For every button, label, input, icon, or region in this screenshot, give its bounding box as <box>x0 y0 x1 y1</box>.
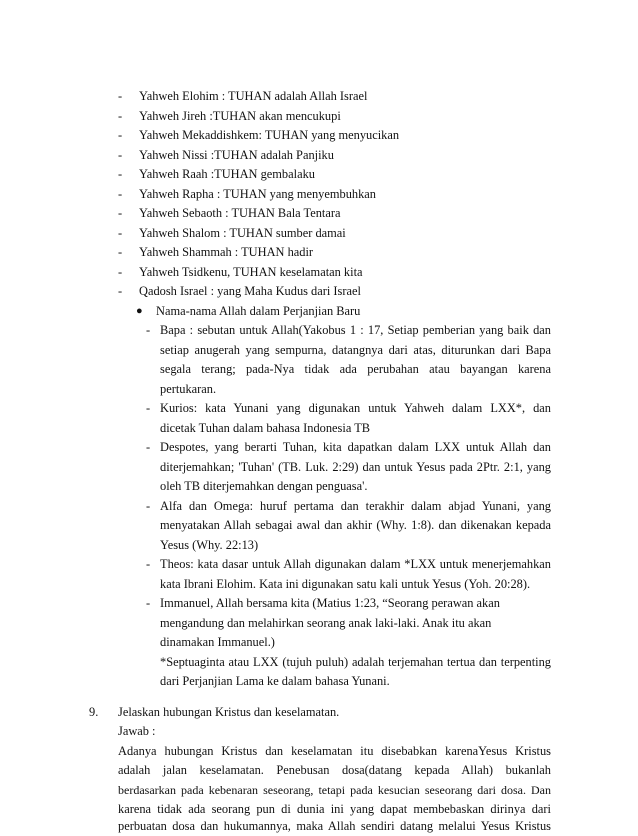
list-dash: - <box>118 226 123 240</box>
nt-item-line: mengandung dan melahirkan seorang anak laki-laki. Anak itu akan <box>160 616 492 630</box>
list-dash: - <box>146 596 151 610</box>
list-dash: - <box>118 245 123 259</box>
nt-item-line: dinamakan Immanuel.) <box>160 635 275 649</box>
nt-item-line: setiap anugerah yang sempurna, datangnya dari atas, diturunkan dari Bapa <box>160 343 551 357</box>
list-dash: - <box>118 206 123 220</box>
list-item: Yahweh Nissi :TUHAN adalah Panjiku <box>139 148 334 162</box>
nt-item-line: Yesus (Why. 22:13) <box>160 538 259 552</box>
list-item: Yahweh Jireh :TUHAN akan mencukupi <box>139 109 341 123</box>
list-item: Yahweh Shalom : TUHAN sumber damai <box>139 226 346 240</box>
list-item: Yahweh Raah :TUHAN gembalaku <box>139 167 315 181</box>
list-dash: - <box>118 284 123 298</box>
list-item: Qadosh Israel : yang Maha Kudus dari Israel <box>139 284 361 298</box>
nt-item-line: Immanuel, Allah bersama kita (Matius 1:23, “Seorang perawan akan <box>160 596 500 610</box>
list-dash: - <box>118 265 123 279</box>
answer-line: berdasarkan pada kebenaran seseorang, tetapi pada kesucian seseorang dari dosa. Dan <box>118 783 551 797</box>
list-dash: - <box>146 401 151 415</box>
list-dash: - <box>118 109 123 123</box>
list-item: Yahweh Sebaoth : TUHAN Bala Tentara <box>139 206 341 220</box>
nt-item-line: Kurios: kata Yunani yang digunakan untuk Yahweh dalam LXX*, dan <box>160 401 551 415</box>
list-dash: - <box>118 187 123 201</box>
list-item: Yahweh Mekaddishkem: TUHAN yang menyucikan <box>139 128 400 142</box>
question-number: 9. <box>89 705 99 719</box>
list-dash: - <box>146 499 151 513</box>
nt-item-line: Theos: kata dasar untuk Allah digunakan dalam *LXX untuk menerjemahkan <box>160 557 551 571</box>
footnote-line: *Septuaginta atau LXX (tujuh puluh) adalah terjemahan tertua dan terpenting <box>160 655 551 669</box>
nt-item-line: kata Ibrani Elohim. Kata ini digunakan satu kali untuk Yesus (Yoh. 20:28). <box>160 577 531 591</box>
answer-line: Adanya hubungan Kristus dan keselamatan itu disebabkan karenaYesus Kristus <box>118 744 551 758</box>
nt-item-line: Bapa : sebutan untuk Allah(Yakobus 1 : 17, Setiap pemberian yang baik dan <box>160 323 551 337</box>
list-dash: - <box>146 557 151 571</box>
section-heading: Nama-nama Allah dalam Perjanjian Baru <box>156 304 361 318</box>
list-dash: - <box>146 323 151 337</box>
list-dash: - <box>118 167 123 181</box>
list-dash: - <box>118 128 123 142</box>
nt-item-line: segala terang; pada-Nya tidak ada perubahan atau bayangan karena <box>160 362 551 376</box>
bullet-icon: ● <box>136 305 143 317</box>
nt-item-line: oleh TB diterjemahkan dengan penguasa'. <box>160 479 368 493</box>
nt-item-line: dicetak Tuhan dalam bahasa Indonesia TB <box>160 421 371 435</box>
question-text: Jelaskan hubungan Kristus dan keselamatan. <box>118 705 340 719</box>
list-item: Yahweh Shammah : TUHAN hadir <box>139 245 314 259</box>
list-item: Yahweh Tsidkenu, TUHAN keselamatan kita <box>139 265 363 279</box>
answer-line: karena tidak ada seorang pun di dunia ini yang dapat membebaskan dirinya dari <box>118 802 551 816</box>
nt-item-line: pertukaran. <box>160 382 217 396</box>
answer-line: adalah jalan keselamatan. Penebusan dosa(datang kepada Allah) bukanlah <box>118 763 551 777</box>
answer-label: Jawab : <box>118 724 156 738</box>
answer-line: perbuatan dosa dan hukumannya, maka Allah sendiri datang melalui Yesus Kristus <box>118 819 551 833</box>
list-dash: - <box>118 148 123 162</box>
nt-item-line: diterjemahkan; 'Tuhan' (TB. Luk. 2:29) dan untuk Yesus pada 2Ptr. 2:1, yang <box>160 460 551 474</box>
list-item: Yahweh Rapha : TUHAN yang menyembuhkan <box>139 187 376 201</box>
list-dash: - <box>146 440 151 454</box>
nt-item-line: menyatakan Allah sebagai awal dan akhir (Why. 1:8). dan dikenakan kepada <box>160 518 551 532</box>
list-item: Yahweh Elohim : TUHAN adalah Allah Israel <box>139 89 368 103</box>
footnote-line: dari Perjanjian Lama ke dalam bahasa Yunani. <box>160 674 390 688</box>
list-dash: - <box>118 89 123 103</box>
nt-item-line: Alfa dan Omega: huruf pertama dan terakhir dalam abjad Yunani, yang <box>160 499 551 513</box>
nt-item-line: Despotes, yang berarti Tuhan, kita dapatkan dalam LXX untuk Allah dan <box>160 440 551 454</box>
